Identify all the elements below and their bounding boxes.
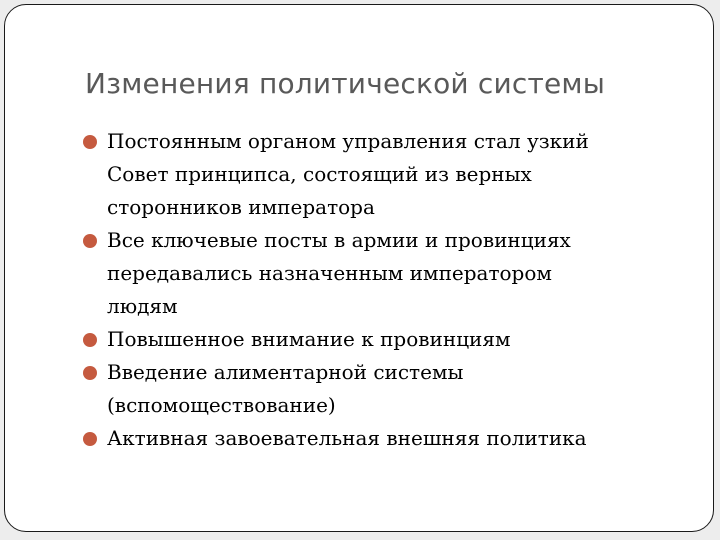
- bullet-text-line: Постоянным органом управления стал узкий: [107, 129, 589, 153]
- bullet-dot-icon: [83, 333, 97, 347]
- bullet-text-line: передавались назначенным императором: [107, 261, 552, 285]
- bullet-item: [83, 356, 683, 422]
- bullet-dot-icon: [83, 135, 97, 149]
- bullet-text-line: людям: [107, 294, 178, 318]
- bullet-text-line: Повышенное внимание к провинциям: [107, 327, 511, 351]
- bullet-item: [83, 422, 683, 455]
- bullet-list: [83, 125, 683, 455]
- bullet-item: [83, 323, 683, 356]
- bullet-dot-icon: [83, 366, 97, 380]
- bullet-text-line: Активная завоевательная внешняя политика: [107, 426, 587, 450]
- bullet-text-line: Совет принципса, состоящий из верных: [107, 162, 532, 186]
- slide: [4, 4, 714, 532]
- bullet-dot-icon: [83, 432, 97, 446]
- bullet-item: [83, 125, 683, 224]
- bullet-text-line: Введение алиментарной системы: [107, 360, 464, 384]
- bullet-text-line: сторонников императора: [107, 195, 375, 219]
- bullet-dot-icon: [83, 234, 97, 248]
- slide-title: Изменения политической системы: [85, 67, 606, 100]
- bullet-text-line: Все ключевые посты в армии и провинциях: [107, 228, 571, 252]
- bullet-item: [83, 224, 683, 323]
- bullet-text-line: (вспомоществование): [107, 393, 336, 417]
